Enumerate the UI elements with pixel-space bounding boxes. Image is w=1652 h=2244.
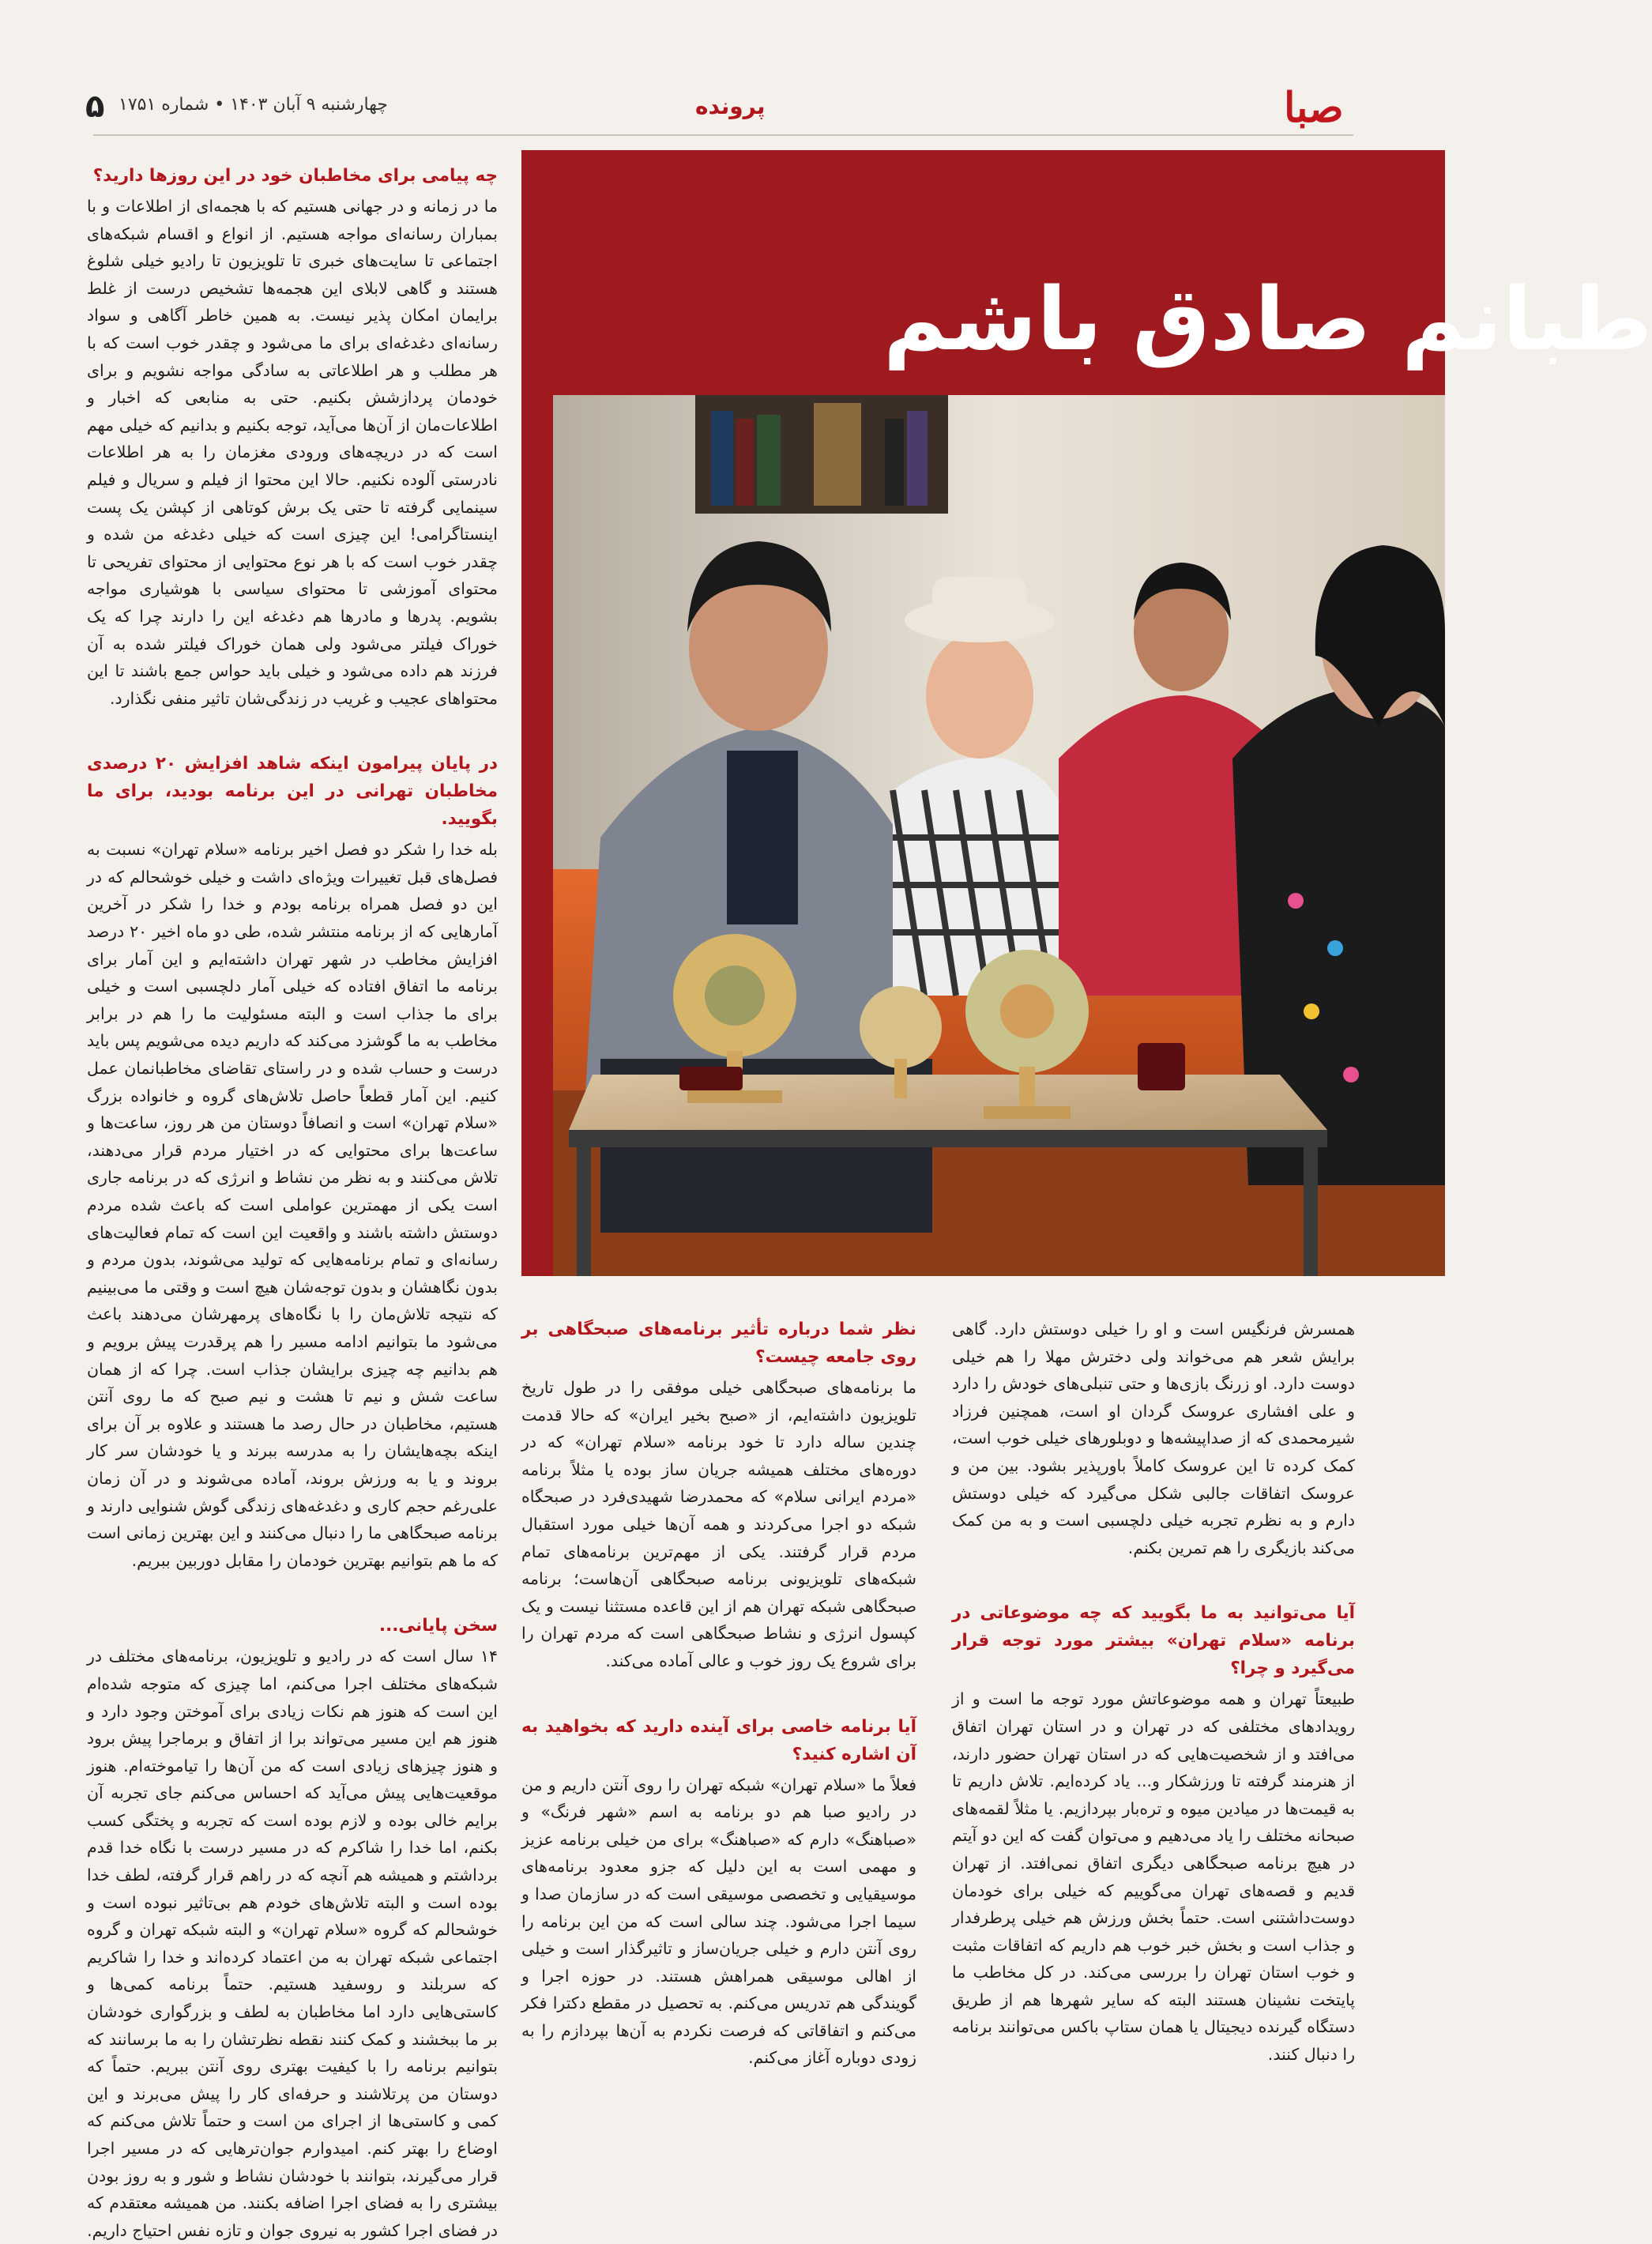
answer-paragraph: فعلاً ما «سلام تهران» شبکه تهران را روی آنتن داریم و من در رادیو صبا هم دو برنامه به اسم «شهر فرنگ» و «صباهنگ» دارم که «صباهنگ» برای من خیلی برنامه عزیز و مهمی است به این دلیل که جزو معدود برنامه‌های موسیقیایی و تخصصی موسیقی است که در سازمان صدا و سیما اجرا می‌شود. چند سالی است که من این برنامه را روی آنتن دارم و خیلی جریان‌ساز و تاثیرگذار است و خیلی از اهالی موسیقی همراهش هستند. در حوزه اجرا و گویندگی هم تدریس می‌کنم. به تحصیل در مقطع دکترا فکر می‌کنم و اتفاقاتی که فرصت نکردم به آن‌ها بپردازم را به زودی دوباره آغاز می‌کنم. xyxy=(521,1775,916,2068)
page-header xyxy=(0,0,1445,138)
section-name: پرونده xyxy=(695,93,766,119)
answer-paragraph: بله خدا را شکر دو فصل اخیر برنامه «سلام تهران» نسبت به فصل‌های قبل تغییرات ویژه‌ای داشت و خیلی خوشحالم که در این دو فصل همراه برنامه بودم و خدا را شکر در آخرین آمارهایی که از برنامه منتشر شده، طی دو ماه اخیر ۲۰ درصد افزایش مخاطب در شهر تهران داشته‌ایم و این آمار برای برنامه ما اتفاق افتاده که خیلی آمار دلچسبی است و خیلی برای ما جذاب است و البته مسئولیت ما را هم در برابر مخاطب به ما گوشزد می‌کند که داریم دیده می‌شویم پس باید درست و حساب شده و در راستای تقاضای مخاطبانمان عمل کنیم. این آمار قطعاً حاصل تلاش‌های گروه و خانواده بزرگ «سلام تهران» است و انصافاً دوستان من هر روز، ساعت‌ها و ساعت‌ها برای محتوایی که در اختیار مردم قرار می‌دهند، تلاش می‌کنند و به نظر من نشاط و انرژی که در برنامه جاری است یکی از مهمترین عواملی است که باعث شده مردم دوستش داشته باشند و واقعیت این است که تمام فعالیت‌های رسانه‌ای و تمام برنامه‌هایی که تولید می‌شوند، بدون مردم و بدون نگاهشان و بدون توجه‌شان هیچ است و وقتی ما می‌بینیم که نتیجه تلاش‌مان را با نگاه‌های پرمهرشان می‌دهند باعث می‌شود ما بتوانیم ادامه مسیر را هم پرقدرت پیش برویم و هم بدانیم چه چیزی برایشان جذاب است. چرا که از همان ساعت شش و نیم تا هشت و نیم صبح که ما روی آنتن هستیم، مخاطبان در حال رصد ما هستند و علاوه بر آن برای اینکه بچه‌هایشان را به مدرسه ببرند و یا خودشان سر کار بروند و یا به ورزش بروند، آماده می‌شوند و در آن زمان علی‌رغم حجم کاری و دغدغه‌های زندگی گوش شنوایی دارند و برنامه صبحگاهی ما را دنبال می‌کنند و این بهترین زمانی است که ما هم بتوانیم بهترین خودمان را مقابل دوربین ببریم. xyxy=(87,840,498,1570)
feature-headline: طبانم صادق باشم xyxy=(883,269,1652,370)
answer-paragraph: ما در زمانه و در جهانی هستیم که با هجمه‌ای از اطلاعات و با بمباران رسانه‌ای مواجه هستیم. از انواع و اقسام شبکه‌های اجتماعی تا سایت‌های خبری تا تلویزیون تا رادیو خیلی شلوغ هستند و گاهی لابلای این هجمه‌ها تشخیص درست از غلط برایمان امکان پذیر نیست. به همین خاطر آگاهی و سواد رسانه‌ای دغدغه‌ای برای ما می‌شود و چقدر خوب است که با هر مطلب و هر اطلاعاتی به سادگی مواجه نشویم و برای خودمان پردازشش بکنیم. حتی به منابعی که اخبار و اطلاعات‌مان از آن‌ها می‌آید، توجه بکنیم و بدانیم که خیلی مهم است که در دریچه‌های ورودی مغزمان را به هر اطلاعات نادرستی آلوده نکنیم. حالا این محتوا از فیلم و سریال و فیلم سینمایی گرفته تا حتی یک برش کوتاهی از کپشن یک پست اینستاگرامی! این چیزی است که خیلی دغدغه من شده و چقدر خوب است که با هر نوع محتوایی از محتوای تفریحی تا محتوای آموزشی تا محتوای سیاسی با هوشیاری مواجه بشویم. پدرها و مادرها هم دغدغه این را دارند چرا که یک خوراک فیلتر می‌شود ولی همان خوراک فیلتر شده به آن فرزند هم داده می‌شود و خیلی باید حواس جمع باشند تا این محتواهای عجیب و غریب در زندگی‌شان تاثیر منفی نگذارد. xyxy=(87,197,498,708)
question-heading: آیا برنامه خاصی برای آینده دارید که بخواهید به آن اشاره کنید؟ xyxy=(521,1716,916,1764)
question-heading: چه پیامی برای مخاطبان خود در این روزها دارید؟ xyxy=(92,166,498,186)
interview-photo xyxy=(553,395,1445,1276)
page-number: ۵ xyxy=(85,88,105,125)
question-heading: آیا می‌توانید به ما بگویید که چه موضوعاتی در برنامه «سلام تهران» بیشتر مورد توجه قرار می‌گیرد و چرا؟ xyxy=(952,1603,1355,1679)
question-heading: سخن پایانی... xyxy=(378,1616,498,1636)
answer-paragraph: ۱۴ سال است که در رادیو و تلویزیون، برنامه‌های مختلف در شبکه‌های مختلف اجرا می‌کنم، اما چیزی که متوجه شده‌ام این است که هنوز هم نکات زیادی برای آموختن وجود دارد و هنوز هم این مسیر می‌تواند برا از اتفاق و برماجرا پیش برود و هنوز چیزهای زیادی است که من آن‌ها را تیاموخته‌ام. هنوز موقعیت‌هایی پیش می‌آید که احساس می‌کنم جای تجربه آن برایم خالی بوده و لازم بوده است که تجربه و پختگی کسب بکنم، اما خدا را شاکرم که در مسیر درست با نگاه خدا قدم برداشتم و همیشه هم آنچه که در راهم قرار گرفته، لطف خدا بوده است و البته تلاش‌های خودم هم بی‌تاثیر نبوده است و خوشحالم که گروه «سلام تهران» و البته شبکه تهران و گروه اجتماعی شبکه تهران به من اعتماد کرده‌اند و خدا را شاکریم که سربلند و روسفید هستیم. حتماً برنامه کمی‌ها و کاستی‌هایی دارد اما مخاطبان به لطف و بزرگواری خودشان بر ما ببخشند و کمک کنند نقطه نظرتشان را به ما برسانند که بتوانیم برنامه را با کیفیت بهتری روی آنتن ببریم. حتماً که دوستان من پرتلاشند و حرفه‌ای کار را پیش می‌برند و این کمی و کاستی‌ها از اجرای من است و حتماً تلاش می‌کنم که اوضاع را بهتر کنم. امیدوارم جوان‌ترهایی که در مسیر اجرا قرار می‌گیرند، بتوانند با خودشان نشاط و شور و به روز بودن بیشتری را به فضای اجرا اضافه بکنند. من همیشه معتقدم که در فضای اجرا کشور به نیروی جوان و تازه نفس احتیاج داریم. xyxy=(87,1647,498,2240)
question-heading: در پایان پیرامون اینکه شاهد افزایش ۲۰ درصدی مخاطبان تهرانی در این برنامه بودید، برای ما بگویید. xyxy=(87,754,498,830)
newspaper-logo: صبا xyxy=(1284,84,1344,132)
answer-paragraph: طبیعتاً تهران و همه موضوعاتش مورد توجه ما است و از رویدادهای مختلفی که در تهران و در استان تهران اتفاق می‌افتد و از شخصیت‌هایی که در استان تهران حضور دارند، از هنرمند گرفته تا ورزشکار و... یاد کرده‌ایم. تلاش داریم تا به قیمت‌ها در میادین میوه و تره‌بار بپردازیم. یا مثلاً لقمه‌های صبحانه مختلف را یاد می‌دهیم و می‌توان گفت که این دو آیتم در هیچ برنامه صبحگاهی دیگری اتفاق نمی‌افتد. از تهران قدیم و قصه‌های تهران می‌گوییم که خیلی برای خودمان دوست‌داشتنی است. حتماً بخش ورزش هم خیلی پرطرفدار و جذاب است و بخش خبر خوب هم داریم که اتفاقات مثبت و خوب استان تهران را بررسی می‌کند. در کل مخاطب ما پایتخت نشینان هستند البته که سایر شهرها هم از طریق دستگاه گیرنده دیجیتال یا همان ستاپ باکس می‌توانند برنامه را دنبال کنند. xyxy=(952,1689,1355,2065)
right-column xyxy=(952,1316,1355,2065)
answer-paragraph: ما برنامه‌های صبحگاهی خیلی موفقی را در طول تاریخ تلویزیون داشته‌ایم، از «صبح بخیر ایران» که حالا قدمت چندین ساله دارد تا خود برنامه «سلام تهران» که در دوره‌های مختلف همیشه جریان ساز بوده یا مثلاً برنامه «مردم ایرانی سلام» که محمدرضا شهیدی‌فرد در صبحگاه شبکه دو اجرا می‌کردند و همه آن‌ها خیلی مورد استقبال مردم قرار گرفتند. یکی از مهم‌ترین برنامه‌های تمام شبکه‌های تلویزیونی برنامه صبحگاهی آن‌هاست؛ برنامه صبحگاهی شبکه تهران هم از این قاعده مستثنا نیست و یک کپسول انرژی و نشاط صبحگاهی است که مردم تهران را برای شروع یک روز خوب و عالی آماده می‌کند. xyxy=(521,1378,916,1670)
header-divider xyxy=(93,134,1353,136)
issue-date-info: چهارشنبه ۹ آبان ۱۴۰۳ • شماره ۱۷۵۱ xyxy=(119,95,388,115)
middle-column xyxy=(521,1316,916,2068)
answer-paragraph: همسرش فرنگیس است و او را خیلی دوستش دارد. گاهی برایش شعر هم می‌خواند ولی دخترش مهلا را هم خیلی دوست دارد. او زرنگ بازی‌ها و حتی تنبلی‌های خودش را دارد و علی افشاری عروسک گردان او است، همچنین فرزاد شیرمحمدی که از صداپیشه‌ها و دوبلورهای خیلی خوب است، کمک کرده تا این عروسک کاملاً باورپذیر بشود. بین من و عروسک اتفاقات جالبی شکل می‌گیرد که خیلی دوستش دارم و به نظرم تجربه خیلی دلچسبی است و به من کمک می‌کند بازیگری را هم تمرین بکنم. xyxy=(952,1320,1355,1557)
left-column xyxy=(87,162,498,2240)
question-heading: نظر شما درباره تأثیر برنامه‌های صبحگاهی بر روی جامعه چیست؟ xyxy=(521,1320,916,1367)
